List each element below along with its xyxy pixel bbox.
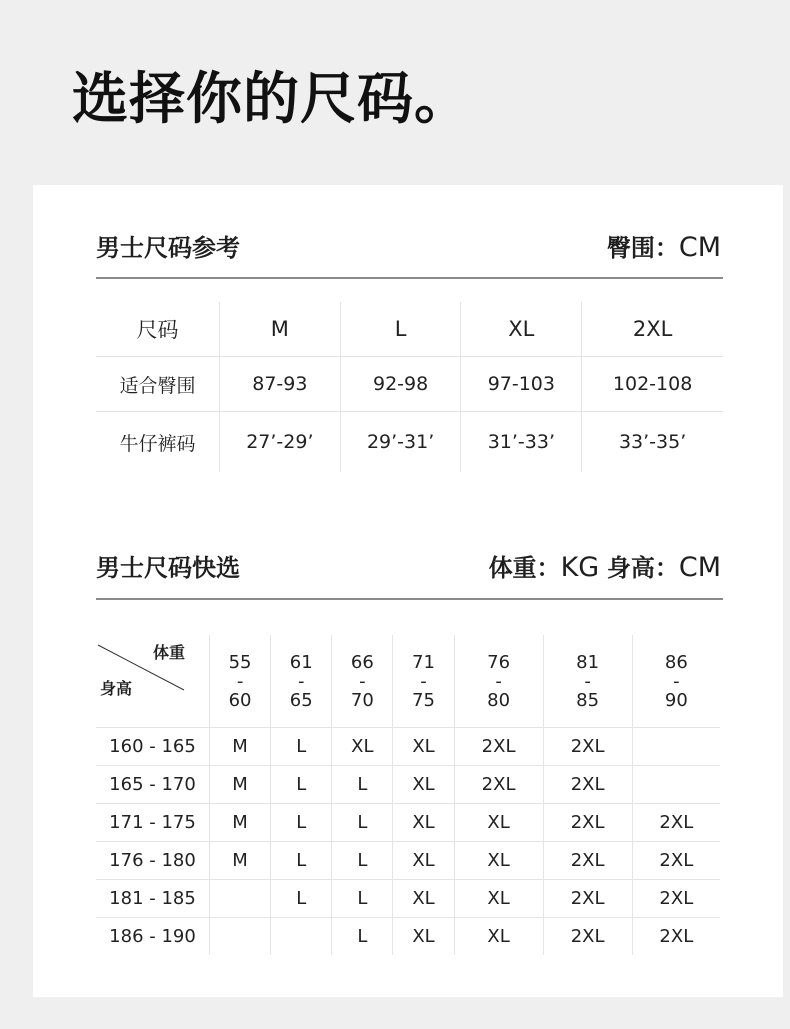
range-from: 86 bbox=[664, 651, 688, 673]
size-cell: XL bbox=[332, 728, 393, 766]
corner-height-label: 身高 bbox=[100, 679, 133, 698]
section2-unit2-value: CM bbox=[678, 552, 721, 583]
range-to: 65 bbox=[289, 689, 313, 711]
size-cell: L bbox=[332, 880, 393, 918]
table-row bbox=[96, 302, 723, 357]
section2-unit2-label: 身高： bbox=[606, 554, 679, 582]
weight-range-header bbox=[543, 635, 632, 728]
range-to: 75 bbox=[412, 689, 435, 711]
table-row bbox=[96, 357, 723, 412]
corner-cell bbox=[96, 635, 210, 728]
table-cell: 31’-33’ bbox=[461, 412, 582, 473]
range-from: 81 bbox=[576, 651, 600, 673]
weight-range-header bbox=[271, 635, 332, 728]
size-cell bbox=[632, 766, 720, 804]
table-cell: 27’-29’ bbox=[220, 412, 341, 473]
size-cell: 2XL bbox=[454, 766, 543, 804]
range-from: 55 bbox=[228, 651, 252, 673]
corner-weight-label: 体重 bbox=[152, 643, 185, 662]
section1-unit-label: 臀围： bbox=[606, 234, 679, 262]
range-dash: - bbox=[584, 670, 591, 692]
weight-range-header bbox=[632, 635, 720, 728]
range-dash: - bbox=[420, 670, 427, 692]
size-cell: 2XL bbox=[543, 842, 632, 880]
range-from: 76 bbox=[487, 651, 511, 673]
size-cell: XL bbox=[393, 728, 454, 766]
section1-unit-value: CM bbox=[678, 232, 721, 263]
size-cell: L bbox=[332, 918, 393, 956]
size-cell: L bbox=[332, 804, 393, 842]
size-cell: XL bbox=[393, 766, 454, 804]
size-cell: L bbox=[271, 728, 332, 766]
range-dash: - bbox=[495, 670, 502, 692]
size-cell: M bbox=[210, 804, 271, 842]
range-dash: - bbox=[359, 670, 366, 692]
size-cell: L bbox=[332, 842, 393, 880]
table-row bbox=[96, 918, 720, 956]
range-dash: - bbox=[236, 670, 244, 692]
section2-unit1-label: 体重： bbox=[488, 554, 561, 582]
size-cell: M bbox=[210, 842, 271, 880]
hip-size-table bbox=[96, 302, 723, 472]
size-cell: XL bbox=[454, 804, 543, 842]
range-to: 85 bbox=[576, 689, 600, 711]
range-dash: - bbox=[673, 670, 680, 692]
table-cell: 33’-35’ bbox=[618, 431, 687, 453]
range-from: 66 bbox=[350, 651, 374, 673]
section2-divider bbox=[96, 598, 723, 600]
section2-unit1-value: KG bbox=[560, 552, 600, 583]
table-cell: M bbox=[220, 302, 341, 357]
section1-title: 男士尺码参考 bbox=[96, 234, 240, 262]
table-row bbox=[96, 412, 723, 473]
range-dash: - bbox=[297, 670, 305, 692]
table-cell: 102-108 bbox=[582, 357, 723, 412]
table-cell: 牛仔裤码 bbox=[96, 412, 220, 473]
table-row bbox=[96, 804, 720, 842]
size-cell: XL bbox=[393, 918, 454, 956]
size-cell: XL bbox=[393, 842, 454, 880]
table-cell: 尺码 bbox=[96, 302, 220, 357]
size-cell: L bbox=[271, 880, 332, 918]
section1-divider bbox=[96, 277, 723, 279]
section1-unit bbox=[607, 233, 721, 263]
range-from: 71 bbox=[412, 651, 435, 673]
size-guide-card bbox=[33, 185, 783, 997]
size-cell: 2XL bbox=[543, 804, 632, 842]
height-range-cell: 165 - 170 bbox=[96, 766, 210, 804]
table-cell: 适合臀围 bbox=[96, 357, 220, 412]
table-cell: 92-98 bbox=[340, 357, 461, 412]
table-row bbox=[96, 728, 720, 766]
range-to: 60 bbox=[228, 689, 252, 711]
size-cell: XL bbox=[454, 880, 543, 918]
table-row bbox=[96, 635, 720, 728]
weight-range-header bbox=[332, 635, 393, 728]
height-range-cell: 186 - 190 bbox=[96, 918, 210, 956]
size-cell: M bbox=[210, 728, 271, 766]
height-range-cell: 160 - 165 bbox=[96, 728, 210, 766]
range-to: 70 bbox=[350, 689, 374, 711]
table-cell: 29’-31’ bbox=[340, 412, 461, 473]
table-cell: 97-103 bbox=[461, 357, 582, 412]
table-cell: XL bbox=[461, 302, 582, 357]
size-cell: 2XL bbox=[543, 728, 632, 766]
size-cell: XL bbox=[454, 842, 543, 880]
size-cell bbox=[210, 880, 271, 918]
size-cell: 2XL bbox=[543, 918, 632, 956]
size-cell: 2XL bbox=[659, 926, 694, 947]
size-cell: 2XL bbox=[632, 880, 720, 918]
size-cell: L bbox=[271, 842, 332, 880]
weight-range-header bbox=[393, 635, 454, 728]
section2-title: 男士尺码快选 bbox=[96, 554, 240, 582]
size-cell: L bbox=[332, 766, 393, 804]
height-range-cell: 171 - 175 bbox=[96, 804, 210, 842]
size-cell: XL bbox=[393, 804, 454, 842]
table-row bbox=[96, 766, 720, 804]
size-cell: 2XL bbox=[632, 842, 720, 880]
size-cell: L bbox=[271, 766, 332, 804]
table-cell: L bbox=[340, 302, 461, 357]
table-row bbox=[96, 842, 720, 880]
size-cell: 2XL bbox=[543, 880, 632, 918]
height-range-cell: 176 - 180 bbox=[96, 842, 210, 880]
size-cell: 2XL bbox=[454, 728, 543, 766]
size-cell: 2XL bbox=[543, 766, 632, 804]
table-row bbox=[96, 880, 720, 918]
size-cell: L bbox=[271, 804, 332, 842]
height-range-cell: 181 - 185 bbox=[96, 880, 210, 918]
size-cell: 2XL bbox=[632, 804, 720, 842]
table-cell: 2XL bbox=[582, 302, 723, 357]
weight-range-header bbox=[454, 635, 543, 728]
size-cell bbox=[632, 728, 720, 766]
weight-range-header bbox=[210, 635, 271, 728]
size-cell: M bbox=[210, 766, 271, 804]
size-cell bbox=[210, 918, 271, 956]
range-to: 80 bbox=[487, 689, 511, 711]
range-to: 90 bbox=[664, 689, 688, 711]
size-cell: XL bbox=[393, 880, 454, 918]
size-cell bbox=[271, 918, 332, 956]
size-quick-select-table bbox=[96, 635, 720, 955]
size-cell: XL bbox=[454, 918, 543, 956]
table-cell: 87-93 bbox=[220, 357, 341, 412]
section2-unit bbox=[489, 553, 721, 583]
page-title: 选择你的尺码。 bbox=[72, 67, 471, 132]
range-from: 61 bbox=[289, 651, 313, 673]
